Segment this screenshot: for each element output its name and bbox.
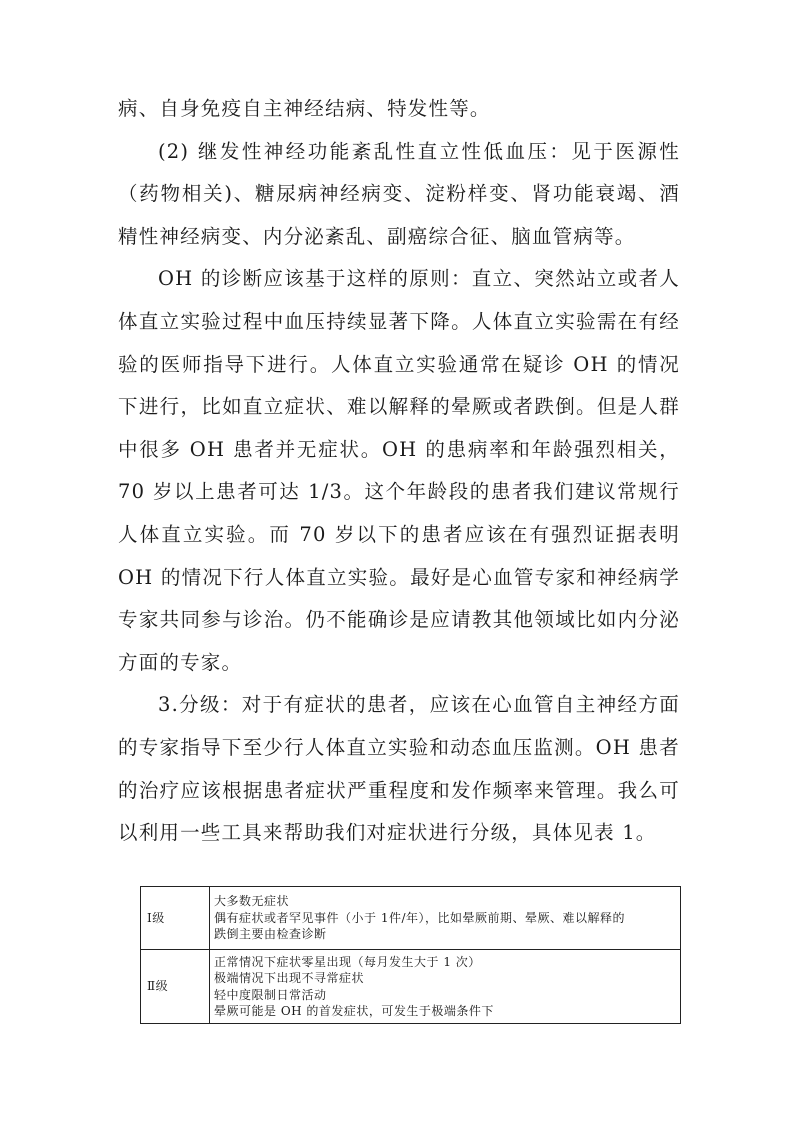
grade-level-cell: Ⅱ级 xyxy=(141,950,210,1024)
description-line: 正常情况下症状零星出现（每月发生大于 1 次） xyxy=(214,954,481,969)
body-text xyxy=(118,88,680,855)
paragraph-secondary-causes: (2) 继发性神经功能紊乱性直立性低血压：见于医源性（药物相关)、糖尿病神经病变、淀粉样变、肾功能衰竭、酒精性神经病变、内分泌紊乱、副癌综合征、脑血管病等。 xyxy=(118,139,680,248)
paragraph-grading: 3.分级：对于有症状的患者，应该在心血管自主神经方面的专家指导下至少行人体直立实验和动态血压监测。OH 患者的治疗应该根据患者症状严重程度和发作频率来管理。我么可以利用一些工具来帮助我们对症状进行分级，具体见表 1。 xyxy=(118,693,680,845)
description-line: 大多数无症状 xyxy=(214,894,290,909)
paragraph-diagnosis: OH 的诊断应该基于这样的原则：直立、突然站立或者人体直立实验过程中血压持续显著下降。人体直立实验需在有经验的医师指导下进行。人体直立实验通常在疑诊 OH 的情况下进行，比如直立症状、难以解释的晕厥或者跌倒。但是人群中很多 OH 患者并无症状。OH 的患病率和年龄强烈相关，70 岁以上患者可达 1/3。这个年龄段的患者我们建议常规行人体直立实验。而 70 岁以下的患者应该在有强烈证据表明 OH 的情况下行人体直立实验。最好是心血管专家和神经病学专家共同参与诊治。仍不能确诊是应请教其他领域比如内分泌方面的专家。 xyxy=(118,267,680,674)
description-line: 轻中度限制日常活动 xyxy=(214,987,327,1002)
description-line: 极端情况下出现不寻常症状 xyxy=(214,971,365,985)
table-row xyxy=(141,887,681,950)
description-line: 偶有症状或者罕见事件（小于 1件/年），比如晕厥前期、晕厥、难以解释的 xyxy=(214,910,625,925)
table-row xyxy=(141,950,681,1024)
description-line: 跌倒主要由检查诊断 xyxy=(214,927,327,942)
grade-description-cell xyxy=(210,887,681,950)
grading-table-wrapper xyxy=(140,886,681,1024)
grade-level-cell: I级 xyxy=(141,887,210,950)
description-line: 晕厥可能是 OH 的首发症状，可发生于极端条件下 xyxy=(214,1004,494,1018)
grading-table xyxy=(140,886,681,1024)
paragraph-continuation: 病、自身免疫自主神经结病、特发性等。 xyxy=(118,97,491,120)
grade-description-cell xyxy=(210,950,681,1024)
